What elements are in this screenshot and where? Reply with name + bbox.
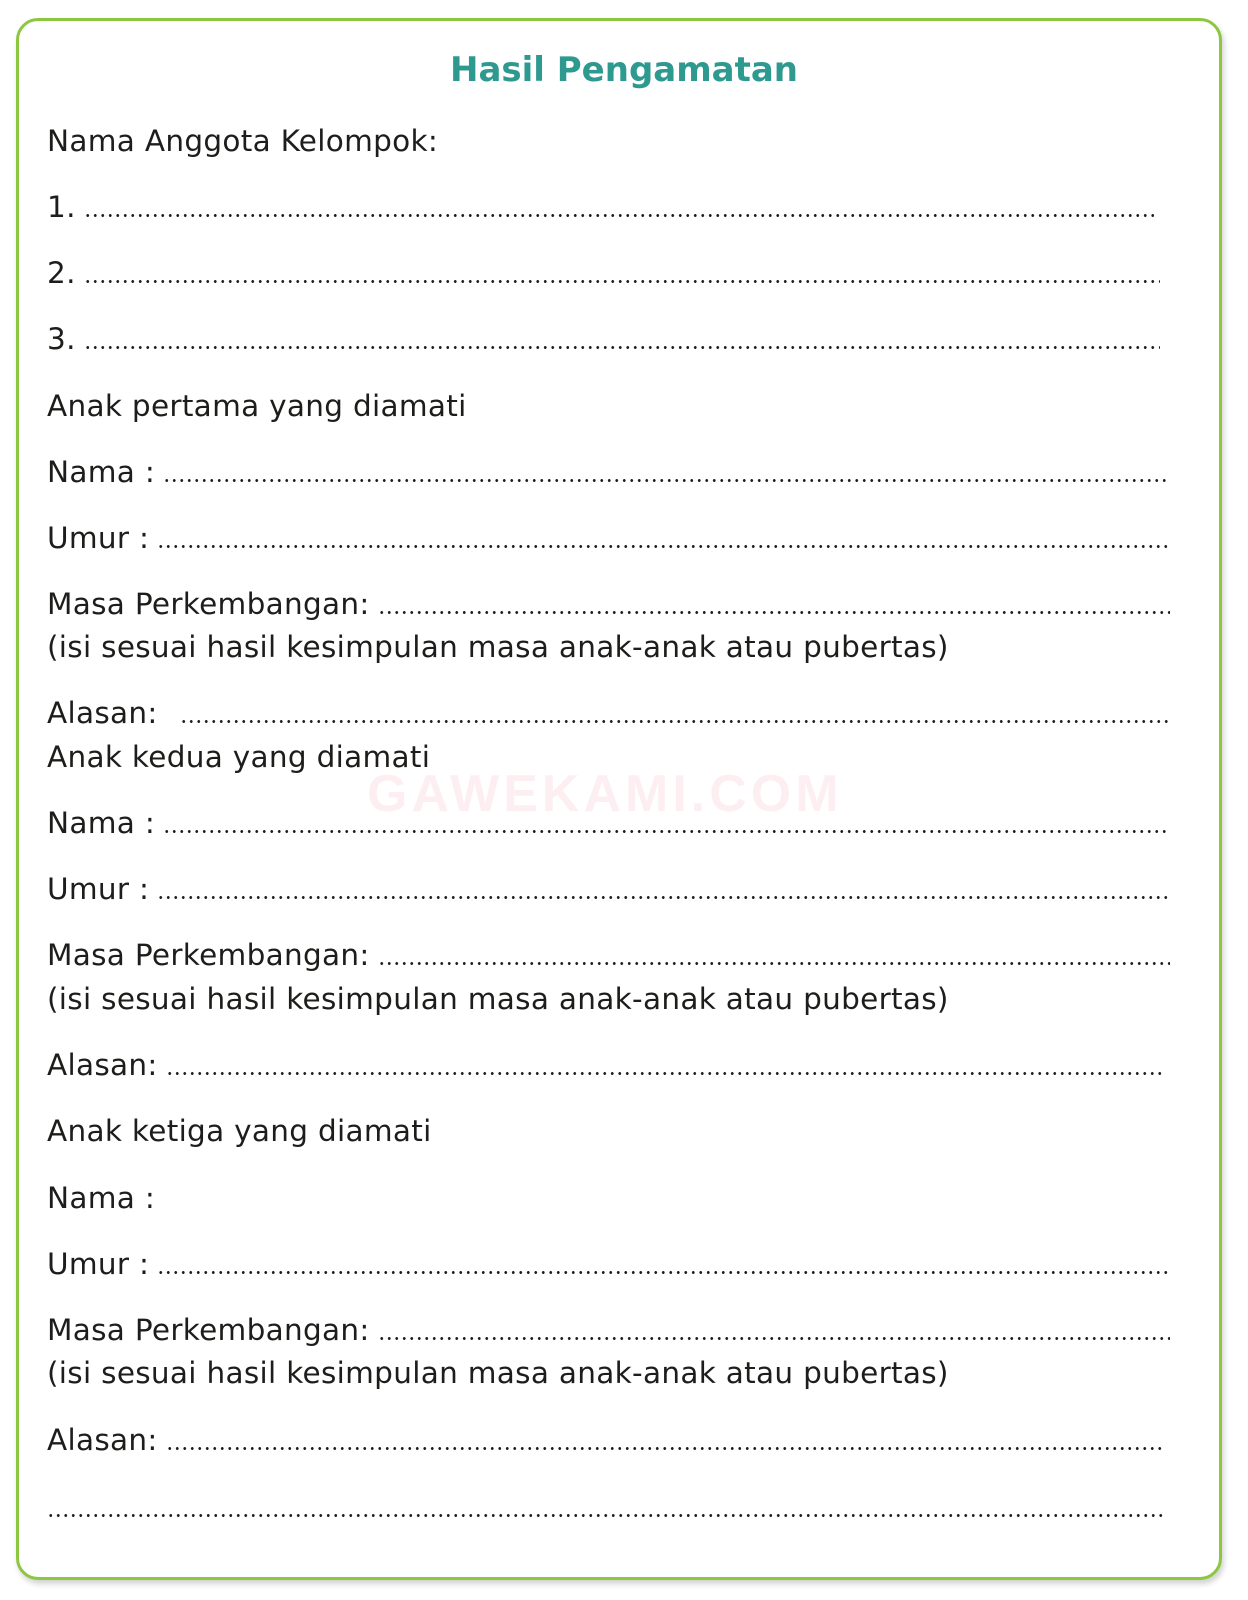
child-3-stage-hint: (isi sesuai hasil kesimpulan masa anak-anak atau pubertas)	[47, 1356, 949, 1390]
watermark: GAWEKAMI.COM	[367, 765, 843, 823]
fill-in-line[interactable]	[47, 1514, 1166, 1517]
extra-fill-row[interactable]	[47, 1484, 1166, 1524]
fill-in-line[interactable]	[84, 280, 1160, 283]
child-1-stage-row[interactable]: Masa Perkembangan:	[47, 581, 1170, 621]
child-2-stage-row[interactable]: Masa Perkembangan:	[47, 932, 1170, 972]
child-3-age-row[interactable]: Umur :	[47, 1241, 1168, 1281]
fill-in-line[interactable]	[378, 611, 1170, 614]
member-row-3[interactable]: 3.	[47, 316, 1160, 356]
child-2-stage-hint: (isi sesuai hasil kesimpulan masa anak-anak atau pubertas)	[47, 982, 949, 1016]
child-1-heading: Anak pertama yang diamati	[47, 389, 467, 423]
fill-in-line[interactable]	[157, 545, 1168, 548]
child-2-heading: Anak kedua yang diamati	[47, 740, 431, 774]
member-row-1[interactable]: 1.	[47, 184, 1154, 224]
fill-in-line[interactable]	[163, 479, 1168, 482]
fill-in-line[interactable]	[378, 962, 1170, 965]
fill-in-line[interactable]	[157, 1271, 1168, 1274]
child-1-age-row[interactable]: Umur :	[47, 515, 1168, 555]
fill-in-line[interactable]	[166, 1447, 1164, 1450]
child-3-stage-row[interactable]: Masa Perkembangan:	[47, 1307, 1170, 1347]
fill-in-line[interactable]	[84, 214, 1154, 217]
child-2-name-row[interactable]: Nama :	[47, 800, 1168, 840]
fill-in-line[interactable]	[166, 1072, 1164, 1075]
page-title: Hasil Pengamatan	[449, 50, 799, 90]
child-3-reason-row[interactable]: Alasan:	[47, 1417, 1164, 1457]
child-1-reason-row[interactable]: Alasan:	[47, 690, 1170, 730]
child-3-heading: Anak ketiga yang diamati	[47, 1114, 432, 1148]
group-members-label: Nama Anggota Kelompok:	[47, 124, 439, 158]
fill-in-line[interactable]	[84, 346, 1160, 349]
fill-in-line[interactable]	[163, 830, 1168, 833]
child-1-name-row[interactable]: Nama :	[47, 449, 1168, 489]
member-row-2[interactable]: 2.	[47, 250, 1160, 290]
child-1-stage-hint: (isi sesuai hasil kesimpulan masa anak-anak atau pubertas)	[47, 630, 949, 664]
fill-in-line[interactable]	[180, 720, 1170, 723]
fill-in-line[interactable]	[157, 896, 1168, 899]
child-3-name-row[interactable]: Nama :	[47, 1181, 156, 1215]
fill-in-line[interactable]	[378, 1337, 1170, 1340]
child-2-age-row[interactable]: Umur :	[47, 866, 1168, 906]
child-2-reason-row[interactable]: Alasan:	[47, 1042, 1164, 1082]
